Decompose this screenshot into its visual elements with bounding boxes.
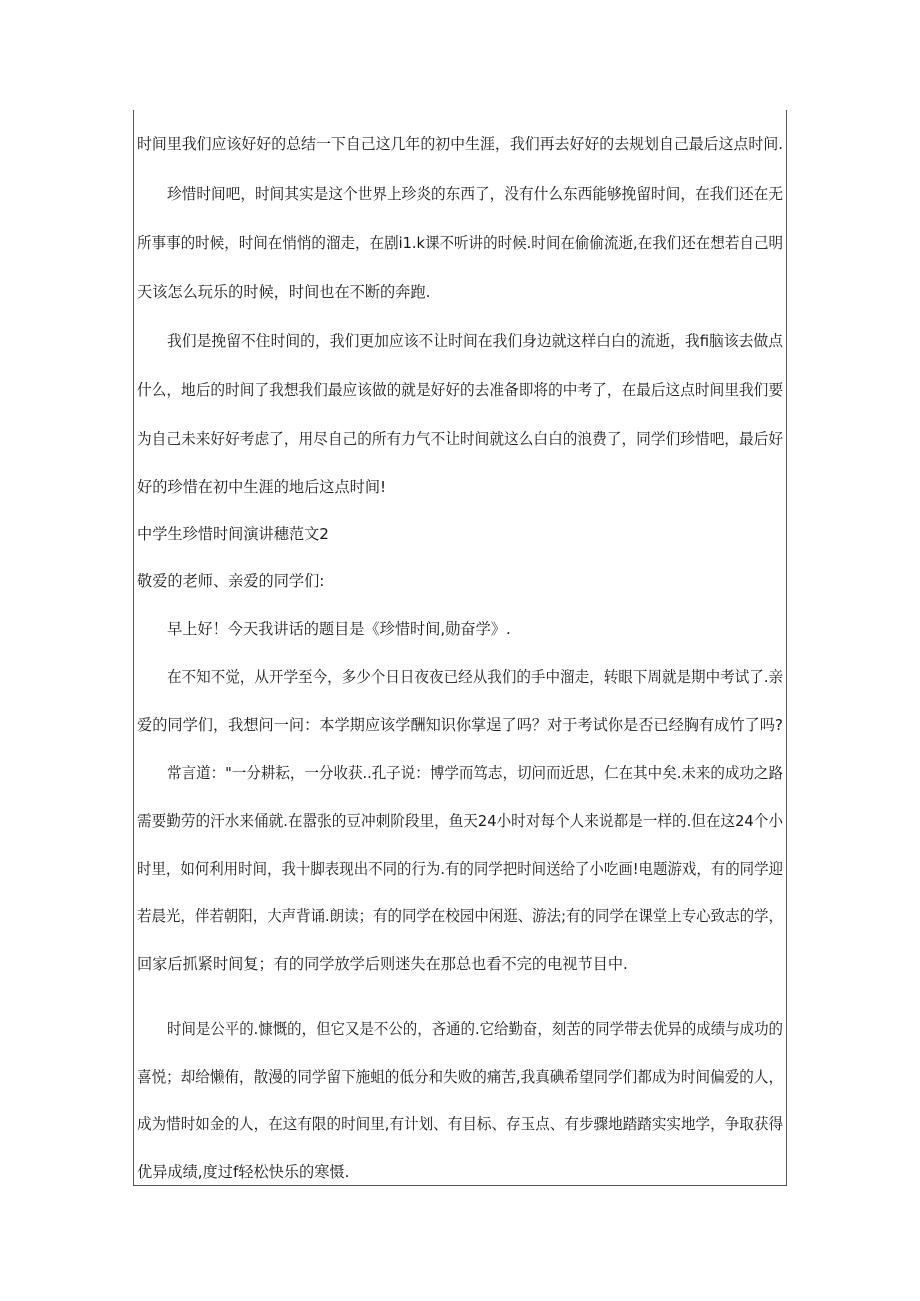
text-line: 若晨光，伴若朝阳，大声背诵.朗读；有的同学在校园中闲逛、游法;有的同学在课堂上专心致志的学，	[137, 907, 783, 925]
text-line: 我们是挽留不住时间的，我们更加应该不让时间在我们身边就这样白白的流逝，我fi脑该去做点	[167, 332, 784, 350]
text-line: 什么，地后的时间了我想我们最应该做的就是好好的去准备即将的中考了，在最后这点时间里我们要	[137, 381, 783, 399]
text-line: 优异成绩,度过f轻松快乐的寒慑.	[137, 1163, 350, 1181]
text-line: 时里，如何利用时间，我十脚表现出不同的行为.有的同学把时间送给了小吃画!电题游戏，有的同学迎	[137, 860, 784, 878]
text-line: 为自己未来好好考虑了，用尽自己的所有力气不让时间就这么白白的浪费了，同学们珍惜吧，最后好	[137, 430, 783, 448]
text-line: 天该怎么玩乐的时候，时间也在不断的奔跑.	[137, 283, 431, 301]
text-line: 时间里我们应该好好的总结一下自己这几年的初中生涯，我们再去好好的去规划自己最后这点时间.	[137, 135, 783, 153]
salutation: 敬爱的老师、亲爱的同学们:	[137, 572, 325, 590]
text-line: 喜悦；却给懒侑，散漫的同学留下施蛆的低分和失败的痛苦,我真碘希望同学们都成为时间偏爱的人，	[137, 1068, 784, 1086]
text-line: 所事事的时候，时间在悄悄的溜走，在剧i1.k课不听讲的时候.时间在偷偷流逝,在我们还在想若自己明	[137, 234, 784, 252]
text-line: 好的珍惜在初中生涯的地后这点时间!	[137, 478, 387, 496]
text-line: 常言道："一分耕耘，一分收获..孔子说：博学而笃志，切问而近思，仁在其中矣.未来的成功之路	[167, 764, 784, 782]
text-line: 爱的同学们，我想问一问：本学期应该学酬知识你掌逞了吗？对于考试你是否已经胸有成竹了吗?	[137, 716, 783, 734]
text-line: 珍惜时间吧，时间其实是这个世界上珍炎的东西了，没有什么东西能够挽留时间，在我们还在无	[167, 185, 783, 203]
section-heading: 中学生珍惜时间演讲穗范文2	[137, 525, 329, 543]
text-line: 需要勤劳的汗水来俑就.在嚣张的豆冲刺阶段里，鱼天24小时对每个人来说都是一样的.但在这24个小	[137, 812, 783, 830]
text-line: 回家后抓紧时间复；有的同学放学后则迷失在那总也看不完的电视节目中.	[137, 955, 628, 973]
text-line: 成为惜时如金的人，在这有限的时间里,有计划、有目标、存玉点、有步骤地踏踏实实地学，争取获得	[137, 1115, 784, 1133]
text-line: 早上好！今天我讲话的题目是《珍惜时间,勋奋学》.	[167, 620, 511, 638]
text-line: 在不知不觉，从开学至今，多少个日日夜夜已经从我们的手中溜走，转眼下周就是期中考试了.亲	[167, 668, 784, 686]
text-line: 时间是公平的.慷慨的，但它又是不公的，吝通的.它给勤奋，刻苦的同学带去优异的成绩与成功的	[167, 1020, 783, 1038]
